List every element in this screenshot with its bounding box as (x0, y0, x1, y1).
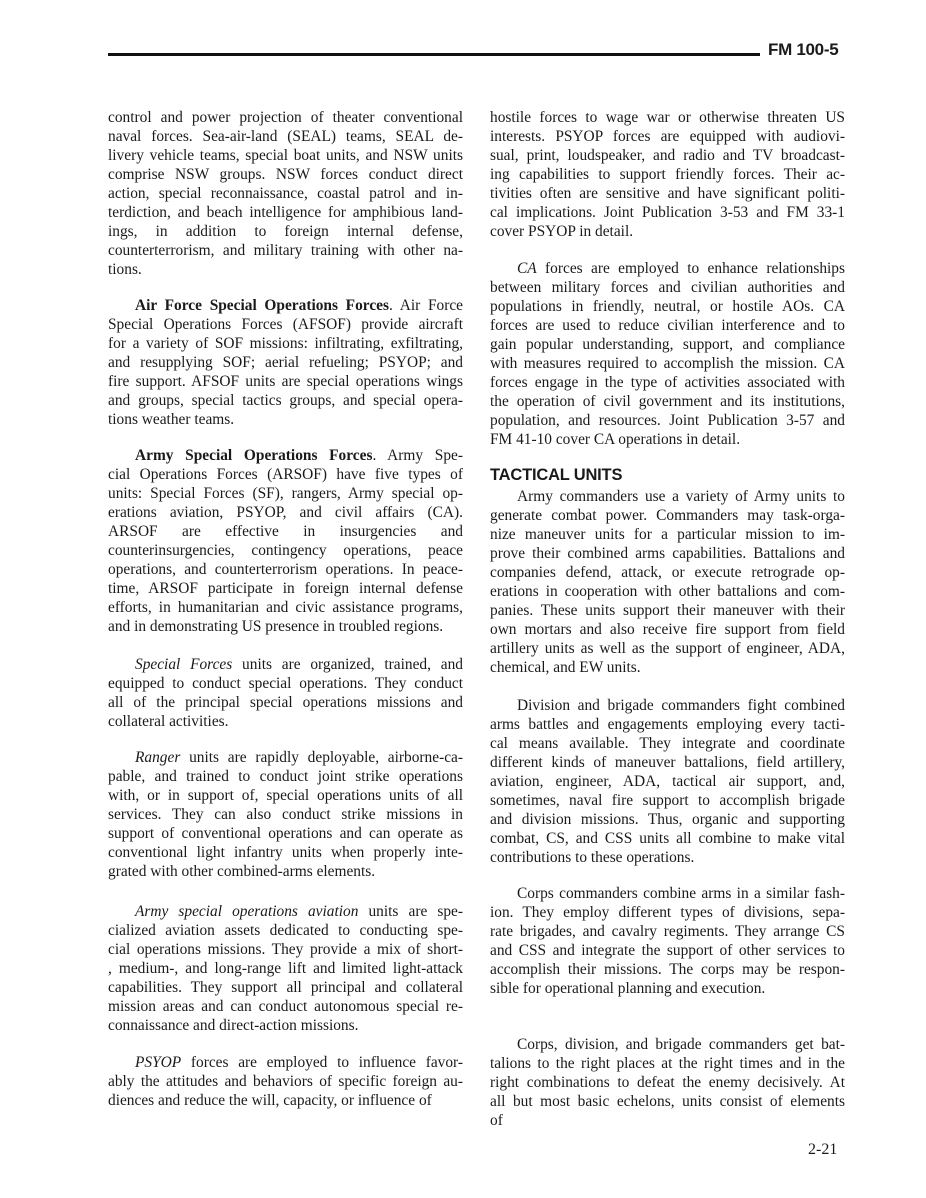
text-line (108, 959, 463, 978)
line-text: forces are employed to enhance relationships (536, 260, 845, 277)
line-text: and groups, special tactics groups, and special opera- (108, 392, 463, 409)
line-text: units: Special Forces (SF), rangers, Army special op- (108, 485, 463, 502)
text-line (108, 655, 463, 674)
text-line (490, 278, 845, 297)
line-text: forces are used to reduce civilian interference and to (490, 317, 845, 334)
text-line (108, 108, 463, 127)
text-line (108, 522, 463, 541)
text-line (490, 525, 845, 544)
line-text: time, ARSOF participate in foreign internal defense (108, 580, 463, 597)
line-text: hostile forces to wage war or otherwise threaten US (490, 109, 845, 126)
line-text: grated with other combined-arms elements. (108, 863, 376, 880)
text-line (108, 165, 463, 184)
line-text: prove their combined arms capabilities. Battalions and (490, 545, 845, 562)
line-text: chemical, and EW units. (490, 659, 641, 676)
paragraph-psyop (108, 1053, 463, 1110)
line-text: tions weather teams. (108, 411, 235, 428)
line-text: Corps commanders combine arms in a similar fash- (517, 885, 845, 902)
text-line (108, 146, 463, 165)
text-line (108, 824, 463, 843)
paragraph-lead: PSYOP (135, 1054, 182, 1071)
line-text: Corps, division, and brigade commanders get bat- (517, 1036, 845, 1053)
text-line (490, 544, 845, 563)
text-line (108, 127, 463, 146)
text-line (108, 1091, 463, 1110)
text-line (490, 601, 845, 620)
line-text: for a variety of SOF missions: infiltrating, exfiltrating, (108, 335, 463, 352)
text-line (108, 843, 463, 862)
text-line (108, 674, 463, 693)
text-line (490, 203, 845, 222)
text-line (108, 1072, 463, 1091)
text-line (108, 748, 463, 767)
document-id: FM 100-5 (768, 40, 839, 59)
text-line (490, 1092, 845, 1111)
line-text: nize maneuver units for a particular mission to im- (490, 526, 845, 543)
text-line (490, 392, 845, 411)
header-rule (108, 53, 760, 56)
text-line (490, 979, 845, 998)
text-line (108, 978, 463, 997)
line-text: forces engage in the type of activities associated with (490, 374, 845, 391)
line-text: Division and brigade commanders fight combined (517, 697, 845, 714)
text-line (490, 108, 845, 127)
line-text: action, special reconnaissance, coastal patrol and in- (108, 185, 463, 202)
text-line (490, 1054, 845, 1073)
line-text: all of the principal special operations missions and (108, 694, 463, 711)
text-line (108, 465, 463, 484)
paragraph-special-forces (108, 655, 463, 731)
line-text: populations in friendly, neutral, or hostile AOs. CA (490, 298, 845, 315)
text-line (108, 560, 463, 579)
line-text: , medium-, and long-range lift and limited light-attack (108, 960, 463, 977)
paragraph-arsof (108, 446, 463, 636)
line-text: rate brigades, and cavalry regiments. They arrange CS (490, 923, 845, 940)
text-line (490, 297, 845, 316)
text-line (490, 354, 845, 373)
text-line (490, 753, 845, 772)
text-line (108, 598, 463, 617)
paragraph-lead: CA (517, 260, 537, 277)
text-line (108, 693, 463, 712)
text-line (108, 296, 463, 315)
text-line (108, 541, 463, 560)
text-line (490, 715, 845, 734)
line-text: control and power projection of theater conventional (108, 109, 463, 126)
text-line (108, 767, 463, 786)
paragraph-aviation (108, 902, 463, 1035)
text-line (490, 791, 845, 810)
section-heading: TACTICAL UNITS (490, 466, 623, 484)
text-line (108, 1053, 463, 1072)
text-line (108, 222, 463, 241)
line-text: Special Operations Forces (AFSOF) provide aircraft (108, 316, 463, 333)
line-text: erations in cooperation with other battalions and com- (490, 583, 845, 600)
line-text: counterterrorism, and military training with other na- (108, 242, 463, 259)
line-text: terdiction, and beach intelligence for amphibious land- (108, 204, 463, 221)
text-line (490, 487, 845, 506)
text-line (490, 810, 845, 829)
text-line (490, 127, 845, 146)
text-line (108, 315, 463, 334)
text-line (490, 658, 845, 677)
line-text: and division missions. Thus, organic and supporting (490, 811, 845, 828)
text-line (490, 1035, 845, 1054)
text-line (490, 165, 845, 184)
line-text: companies defend, attack, or execute retrograde op- (490, 564, 845, 581)
paragraph-lead: Special Forces (135, 656, 233, 673)
text-line (108, 372, 463, 391)
text-line (490, 146, 845, 165)
line-text: the operation of civil government and its institutions, (490, 393, 845, 410)
paragraph-naval-special-warfare (108, 108, 463, 279)
line-text: ARSOF are effective in insurgencies and (108, 523, 463, 540)
line-text: and in demonstrating US presence in troubled regions. (108, 618, 444, 635)
line-text: of (490, 1112, 503, 1129)
text-line (108, 786, 463, 805)
line-text: accomplish their missions. The corps may be respon- (490, 961, 845, 978)
line-text: services. They can also conduct strike missions in (108, 806, 463, 823)
text-line (490, 184, 845, 203)
text-line (108, 391, 463, 410)
paragraph-army-commanders (490, 487, 845, 677)
text-line (108, 940, 463, 959)
line-text: naval forces. Sea-air-land (SEAL) teams, SEAL de- (108, 128, 463, 145)
line-text: ion. They employ different types of divisions, sepa- (490, 904, 845, 921)
text-line (108, 184, 463, 203)
line-text: sible for operational planning and execution. (490, 980, 766, 997)
paragraph-ranger (108, 748, 463, 881)
text-line (490, 941, 845, 960)
text-line (108, 617, 463, 636)
paragraph-afsof (108, 296, 463, 429)
text-line (108, 446, 463, 465)
text-line (108, 1016, 463, 1035)
line-text: equipped to conduct special operations. They conduct (108, 675, 463, 692)
line-text: artillery units as well as the support of engineer, ADA, (490, 640, 845, 657)
text-line (490, 373, 845, 392)
text-line (490, 1073, 845, 1092)
paragraph-civil-affairs (490, 259, 845, 449)
text-line (490, 884, 845, 903)
text-line (108, 921, 463, 940)
text-line (490, 620, 845, 639)
line-text: cover PSYOP in detail. (490, 223, 634, 240)
text-line (108, 260, 463, 279)
line-text: conventional light infantry units when properly inte- (108, 844, 463, 861)
line-text: tions. (108, 261, 142, 278)
paragraph-echelons (490, 1035, 845, 1130)
line-text: units are rapidly deployable, airborne-ca- (180, 749, 463, 766)
line-text: FM 41-10 cover CA operations in detail. (490, 431, 741, 448)
text-line (108, 410, 463, 429)
paragraph-corps-commanders (490, 884, 845, 998)
line-text: diences and reduce the will, capacity, or influence of (108, 1092, 432, 1109)
text-line (108, 997, 463, 1016)
line-text: cal means available. They integrate and coordinate (490, 735, 845, 752)
line-text: units are spe- (358, 903, 463, 920)
line-text: capabilities. They support all principal and collateral (108, 979, 463, 996)
text-line (108, 579, 463, 598)
line-text: connaissance and direct-action missions. (108, 1017, 359, 1034)
line-text: operations, and counterterrorism operations. In peace- (108, 561, 463, 578)
paragraph-psyop-continued (490, 108, 845, 241)
line-text: gain popular understanding, support, and compliance (490, 336, 845, 353)
text-line (108, 862, 463, 881)
line-text: cial operations missions. They provide a mix of short- (108, 941, 463, 958)
line-text: aviation, engineer, ADA, tactical air support, and, (490, 773, 845, 790)
line-text: pable, and trained to conduct joint strike operations (108, 768, 463, 785)
text-line (108, 503, 463, 522)
text-line (490, 563, 845, 582)
text-line (108, 712, 463, 731)
line-text: forces are employed to influence favor- (181, 1054, 463, 1071)
line-text: between military forces and civilian authorities and (490, 279, 845, 296)
line-text: and CSS and integrate the support of other services to (490, 942, 845, 959)
line-text: panies. These units support their maneuver with their (490, 602, 845, 619)
text-line (490, 1111, 845, 1130)
line-text: ing capabilities to support friendly forces. Their ac- (490, 166, 845, 183)
line-text: arms battles and engagements employing every tacti- (490, 716, 845, 733)
line-text: fire support. AFSOF units are special operations wings (108, 373, 463, 390)
line-text: right combinations to defeat the enemy decisively. At (490, 1074, 845, 1091)
line-text: sual, print, loudspeaker, and radio and TV broadcast- (490, 147, 845, 164)
line-text: cialized aviation assets dedicated to conducting spe- (108, 922, 463, 939)
line-text: tivities often are sensitive and have significant politi- (490, 185, 845, 202)
text-line (490, 922, 845, 941)
line-text: support of conventional operations and can operate as (108, 825, 463, 842)
line-text: different kinds of maneuver battalions, field artillery, (490, 754, 845, 771)
paragraph-lead: Ranger (135, 749, 181, 766)
line-text: mission areas and can conduct autonomous special re- (108, 998, 463, 1015)
text-line (490, 903, 845, 922)
line-text: efforts, in humanitarian and civic assistance programs, (108, 599, 463, 616)
text-line (490, 430, 845, 449)
text-line (108, 203, 463, 222)
line-text: talions to the right places at the right times and in the (490, 1055, 845, 1072)
line-text: . Air Force (389, 297, 463, 314)
text-line (108, 334, 463, 353)
line-text: ings, in addition to foreign internal defense, (108, 223, 463, 240)
text-line (490, 829, 845, 848)
paragraph-lead: Army Special Operations Forces (135, 447, 373, 464)
line-text: with measures required to accomplish the mission. CA (490, 355, 845, 372)
line-text: generate combat power. Commanders may task-orga- (490, 507, 845, 524)
paragraph-lead: Army special operations aviation (135, 903, 359, 920)
text-line (490, 222, 845, 241)
line-text: units are organized, trained, and (232, 656, 463, 673)
text-line (490, 848, 845, 867)
text-line (490, 734, 845, 753)
line-text: Army commanders use a variety of Army units to (517, 488, 845, 505)
line-text: livery vehicle teams, special boat units, and NSW units (108, 147, 463, 164)
text-line (108, 902, 463, 921)
line-text: comprise NSW groups. NSW forces conduct direct (108, 166, 463, 183)
line-text: interests. PSYOP forces are equipped with audiovi- (490, 128, 845, 145)
line-text: and resupplying SOF; aerial refueling; PSYOP; and (108, 354, 463, 371)
text-line (490, 960, 845, 979)
line-text: collateral activities. (108, 713, 229, 730)
paragraph-division-brigade (490, 696, 845, 867)
text-line (490, 772, 845, 791)
text-line (108, 241, 463, 260)
text-line (490, 259, 845, 278)
line-text: . Army Spe- (372, 447, 464, 464)
text-line (108, 805, 463, 824)
text-line (490, 316, 845, 335)
line-text: erations aviation, PSYOP, and civil affairs (CA). (108, 504, 463, 521)
line-text: own mortars and also receive fire support from field (490, 621, 845, 638)
line-text: with, or in support of, special operations units of all (108, 787, 463, 804)
text-line (490, 582, 845, 601)
line-text: population, and resources. Joint Publication 3-57 and (490, 412, 845, 429)
text-line (490, 639, 845, 658)
page-number: 2-21 (808, 1141, 838, 1158)
line-text: sometimes, naval fire support to accomplish brigade (490, 792, 845, 809)
line-text: all but most basic echelons, units consist of elements (490, 1093, 845, 1110)
text-line (108, 484, 463, 503)
line-text: counterinsurgencies, contingency operations, peace (108, 542, 463, 559)
line-text: cal implications. Joint Publication 3-53 and FM 33-1 (490, 204, 845, 221)
line-text: cial Operations Forces (ARSOF) have five types of (108, 466, 463, 483)
text-line (490, 696, 845, 715)
line-text: contributions to these operations. (490, 849, 695, 866)
paragraph-lead: Air Force Special Operations Forces (135, 297, 389, 314)
text-line (490, 411, 845, 430)
text-line (490, 335, 845, 354)
line-text: combat, CS, and CSS units all combine to make vital (490, 830, 845, 847)
text-line (108, 353, 463, 372)
text-line (490, 506, 845, 525)
line-text: ably the attitudes and behaviors of specific foreign au- (108, 1073, 463, 1090)
